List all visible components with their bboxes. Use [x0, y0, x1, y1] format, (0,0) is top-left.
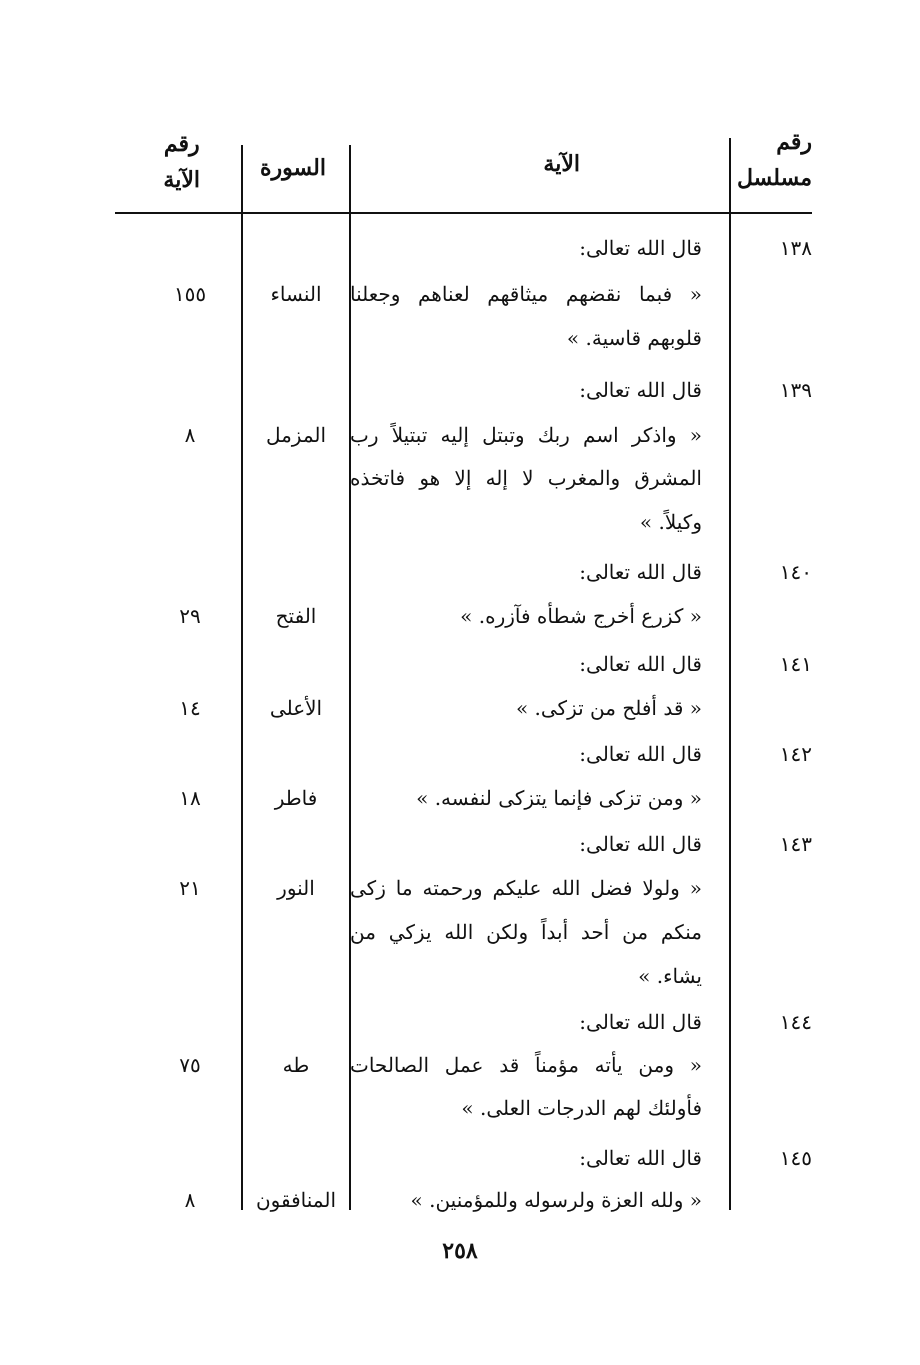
row-verse-line: « كزرع أخرج شطأه فآزره. »: [460, 604, 702, 628]
row-verse-number: ٢٩: [179, 604, 201, 628]
row-serial: ١٣٩: [779, 378, 812, 402]
row-verse-line: فأولئك لهم الدرجات العلى. »: [461, 1096, 702, 1120]
row-verse-number: ١٥٥: [173, 282, 207, 306]
header-verse-number: [163, 126, 200, 198]
row-intro: قال الله تعالى:: [579, 1146, 702, 1170]
row-surah: المزمل: [265, 423, 327, 447]
row-serial: ١٣٨: [779, 236, 812, 260]
row-intro: قال الله تعالى:: [579, 652, 702, 676]
header-serial-line2: مسلسل: [737, 165, 812, 191]
row-verse-line: المشرق والمغرب لا إله إلا هو فاتخذه: [350, 466, 702, 490]
header-serial-line1: رقم: [776, 129, 812, 155]
row-serial: ١٤٣: [779, 832, 812, 856]
row-verse-line: « قد أفلح من تزكى. »: [515, 696, 702, 720]
header-verse-number-line1: رقم: [163, 131, 200, 157]
row-verse-line: قلوبهم قاسية. »: [566, 326, 702, 350]
row-surah: الفتح: [275, 604, 317, 628]
row-intro: قال الله تعالى:: [579, 236, 702, 260]
header-serial: [737, 124, 812, 196]
row-verse-line: وكيلاً. »: [639, 510, 702, 534]
row-surah: فاطر: [274, 786, 318, 810]
row-serial: ١٤٥: [779, 1146, 812, 1170]
row-surah: الأعلى: [269, 696, 323, 720]
row-surah: النور: [277, 876, 315, 900]
header-verse: الآية: [543, 151, 580, 177]
row-intro: قال الله تعالى:: [579, 832, 702, 856]
row-verse-number: ٧٥: [179, 1053, 201, 1077]
row-verse-line: « ولولا فضل الله عليكم ورحمته ما زكى: [350, 876, 703, 900]
row-serial: ١٤١: [779, 652, 812, 676]
row-verse-line: منكم من أحد أبداً ولكن الله يزكي من: [350, 920, 702, 944]
header-surah: السورة: [260, 155, 326, 181]
row-verse-number: ٨: [184, 423, 196, 447]
row-serial: ١٤٢: [779, 742, 812, 766]
row-verse-line: يشاء. »: [638, 964, 702, 988]
page-number: ٢٥٨: [442, 1238, 478, 1264]
row-verse-number: ٨: [184, 1188, 196, 1212]
row-serial: ١٤٠: [779, 560, 812, 584]
row-serial: ١٤٤: [779, 1010, 812, 1034]
row-verse-number: ١٤: [179, 696, 201, 720]
row-intro: قال الله تعالى:: [579, 378, 702, 402]
row-intro: قال الله تعالى:: [579, 1010, 702, 1034]
row-verse-line: « واذكر اسم ربك وتبتل إليه تبتيلاً رب: [350, 423, 702, 447]
row-intro: قال الله تعالى:: [579, 560, 702, 584]
row-verse-line: « ومن تزكى فإنما يتزكى لنفسه. »: [416, 786, 702, 810]
header-verse-number-line2: الآية: [163, 167, 200, 193]
row-verse-number: ١٨: [179, 786, 201, 810]
row-surah: المنافقون: [255, 1188, 337, 1212]
row-verse-line: « ولله العزة ولرسوله وللمؤمنين. »: [410, 1188, 702, 1212]
divider-serial-verse: [729, 138, 731, 1210]
row-intro: قال الله تعالى:: [579, 742, 702, 766]
row-verse-number: ٢١: [179, 876, 201, 900]
header-rule: [115, 212, 812, 214]
row-surah: طه: [282, 1053, 310, 1077]
row-verse-line: « فبما نقضهم ميثاقهم لعناهم وجعلنا: [350, 282, 702, 306]
divider-surah-versenum: [241, 145, 243, 1210]
row-surah: النساء: [270, 282, 322, 306]
row-verse-line: « ومن يأته مؤمناً قد عمل الصالحات: [350, 1053, 702, 1077]
